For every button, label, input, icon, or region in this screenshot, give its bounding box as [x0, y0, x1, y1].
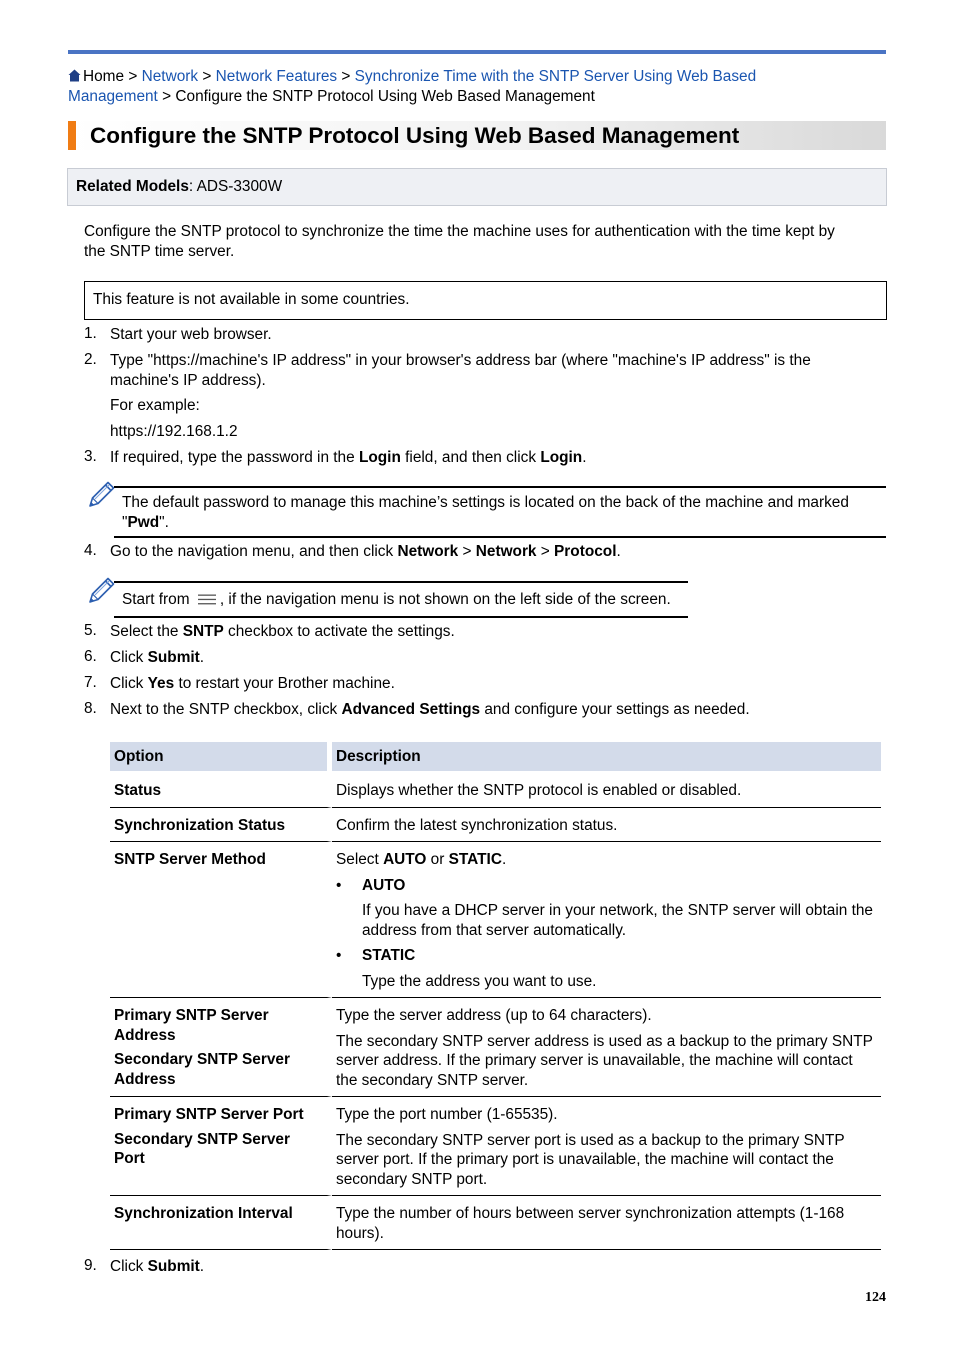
title-accent — [68, 121, 76, 150]
text-run: , if the navigation menu is not shown on the left side of the screen. — [219, 591, 671, 608]
step-9-text — [110, 1257, 880, 1277]
text-run: to restart your Brother machine. — [174, 675, 395, 692]
step-number: 8. — [84, 700, 97, 717]
text-run: . — [199, 1258, 205, 1275]
breadcrumb-link-management[interactable]: Management — [68, 88, 158, 105]
breadcrumb-current: Configure the SNTP Protocol Using Web Based Management — [175, 88, 595, 105]
step-number: 7. — [84, 674, 97, 691]
step-number: 4. — [84, 542, 97, 559]
description-cell — [332, 998, 881, 1097]
step-5-text — [110, 622, 880, 642]
text-run: Click — [110, 675, 148, 692]
description-cell: Confirm the latest synchronization status. — [332, 808, 881, 843]
text-run: ". — [159, 513, 169, 531]
step-number: 5. — [84, 622, 97, 639]
description-cell: Type the number of hours between server synchronization attempts (1-168 hours). — [332, 1196, 881, 1250]
text-run: field, and then click — [400, 449, 541, 466]
breadcrumb-separator: > — [202, 68, 212, 85]
table-row — [110, 842, 881, 998]
ui-term-submit: Submit — [147, 1258, 200, 1275]
top-rule — [68, 50, 886, 54]
text-run: Select the — [110, 623, 183, 640]
step-4-text — [110, 542, 880, 562]
ui-term-sntp: SNTP — [182, 623, 224, 640]
availability-note — [84, 281, 887, 320]
description-text: The secondary SNTP server port is used as a backup to the primary SNTP server port. If the primary port is unavailable, the machine will contact the secondary SNTP port. — [336, 1131, 845, 1188]
ui-term-static: STATIC — [448, 851, 502, 868]
intro-line: the SNTP time server. — [84, 242, 235, 260]
ui-term-submit: Submit — [147, 649, 200, 666]
ui-term-network: Network — [475, 543, 537, 560]
table-row — [110, 808, 881, 843]
column-header-description: Description — [332, 742, 881, 771]
text-run: Go to the navigation menu, and then click — [110, 543, 398, 560]
text-run: Next to the SNTP checkbox, click — [110, 701, 342, 718]
text-run: . — [582, 449, 587, 466]
text-run: . — [616, 543, 621, 560]
step-3-text — [110, 448, 880, 468]
table-row — [110, 998, 881, 1097]
description-text: Type the server address (up to 64 characters). — [336, 1007, 652, 1024]
breadcrumb-separator: > — [341, 68, 351, 85]
breadcrumb-link-synchronize-time[interactable]: Synchronize Time with the SNTP Server Using Web Based — [354, 68, 757, 85]
tip-callout — [114, 581, 688, 618]
text-run: . — [199, 649, 205, 666]
bullet-auto: AUTO — [362, 876, 406, 894]
intro-line: Configure the SNTP protocol to synchronize the time the machine uses for authentication with the time kept by — [84, 223, 835, 240]
ui-term-auto: AUTO — [383, 851, 427, 868]
options-table — [110, 742, 881, 1250]
page-number: 124 — [865, 1290, 886, 1305]
home-icon[interactable] — [68, 69, 81, 82]
page-title: Configure the SNTP Protocol Using Web Based Management — [90, 123, 740, 148]
intro-paragraph — [84, 222, 874, 261]
option-name: Secondary SNTP Server Port — [114, 1130, 290, 1167]
description-cell: Displays whether the SNTP protocol is enabled or disabled. — [332, 771, 881, 808]
bullet-static: STATIC — [362, 947, 416, 964]
text-run: Click — [110, 649, 148, 666]
step-6-text — [110, 648, 880, 668]
step-number: 9. — [84, 1257, 97, 1274]
text-run: > — [458, 543, 476, 560]
table-row — [110, 771, 881, 808]
step-1-text: Start your web browser. — [110, 326, 272, 343]
example-url: https://192.168.1.2 — [110, 423, 238, 440]
breadcrumb-separator: > — [162, 88, 172, 105]
step-number: 2. — [84, 351, 97, 368]
option-cell: Status — [110, 771, 332, 808]
ui-term-protocol: Protocol — [554, 543, 617, 560]
table-row — [110, 1196, 881, 1250]
option-cell — [110, 1097, 332, 1196]
example-label: For example: — [110, 397, 200, 414]
option-cell — [110, 998, 332, 1097]
option-name: Secondary SNTP Server Address — [114, 1051, 290, 1088]
text-run: or — [426, 851, 449, 868]
option-cell: Synchronization Status — [110, 808, 332, 843]
menu-icon — [197, 594, 217, 605]
related-models-label: Related Models — [76, 178, 189, 195]
related-models-box — [67, 168, 887, 206]
text-run: checkbox to activate the settings. — [223, 623, 455, 640]
related-models-value: : ADS-3300W — [188, 178, 283, 195]
description-cell — [332, 1097, 881, 1196]
tip-text: The default password to manage this machine’s settings is located on the back of the machine and marked — [122, 494, 849, 511]
option-name: Primary SNTP Server Address — [114, 1007, 269, 1044]
description-text: The secondary SNTP server address is used as a backup to the primary SNTP server address. If the primary server is unavailable, the machine will contact the secondary SNTP server. — [336, 1032, 873, 1089]
text-run: Start from — [122, 591, 194, 608]
breadcrumb-separator: > — [128, 68, 138, 85]
description-cell — [332, 842, 881, 998]
step-2-line: Type "https://machine's IP address" in your browser's address bar (where "machine's IP address" is the — [110, 352, 811, 369]
availability-note-text: This feature is not available in some countries. — [93, 291, 410, 308]
description-text: Type the port number (1-65535). — [336, 1106, 558, 1123]
breadcrumb — [68, 67, 886, 107]
ui-term-advanced-settings: Advanced Settings — [341, 701, 481, 718]
bullet-auto-text: If you have a DHCP server in your network, the SNTP server will obtain the address from that server automatically. — [362, 902, 873, 939]
text-run: Select — [336, 851, 384, 868]
step-7-text — [110, 674, 880, 694]
breadcrumb-link-network-features[interactable]: Network Features — [215, 68, 338, 85]
ui-term-yes: Yes — [147, 675, 175, 692]
ui-term-login-field: Login — [358, 449, 401, 466]
text-run: If required, type the password in the — [110, 449, 359, 466]
ui-term-pwd: Pwd — [127, 513, 160, 531]
bullet-static-text: Type the address you want to use. — [362, 972, 597, 990]
text-run: and configure your settings as needed. — [480, 701, 750, 718]
text-run: > — [536, 543, 555, 560]
step-8-text — [110, 700, 880, 720]
step-2-text — [110, 351, 880, 390]
tip-callout — [114, 486, 886, 538]
text-run: " — [122, 513, 128, 531]
option-name: Primary SNTP Server Port — [114, 1106, 304, 1123]
text-run: Click — [110, 1258, 148, 1275]
page-title-bar — [68, 121, 886, 150]
option-cell: Synchronization Interval — [110, 1196, 332, 1250]
ui-term-network: Network — [397, 543, 459, 560]
breadcrumb-home[interactable]: Home — [83, 68, 125, 85]
table-header-row — [110, 742, 881, 771]
column-header-option: Option — [110, 742, 332, 771]
option-cell: SNTP Server Method — [110, 842, 332, 998]
step-number: 1. — [84, 325, 97, 342]
step-number: 6. — [84, 648, 97, 665]
ui-term-login-button: Login — [540, 449, 583, 466]
breadcrumb-link-network[interactable]: Network — [141, 68, 199, 85]
step-number: 3. — [84, 448, 97, 465]
step-2-line: machine's IP address). — [110, 371, 266, 389]
table-row — [110, 1097, 881, 1196]
text-run: . — [501, 851, 507, 868]
